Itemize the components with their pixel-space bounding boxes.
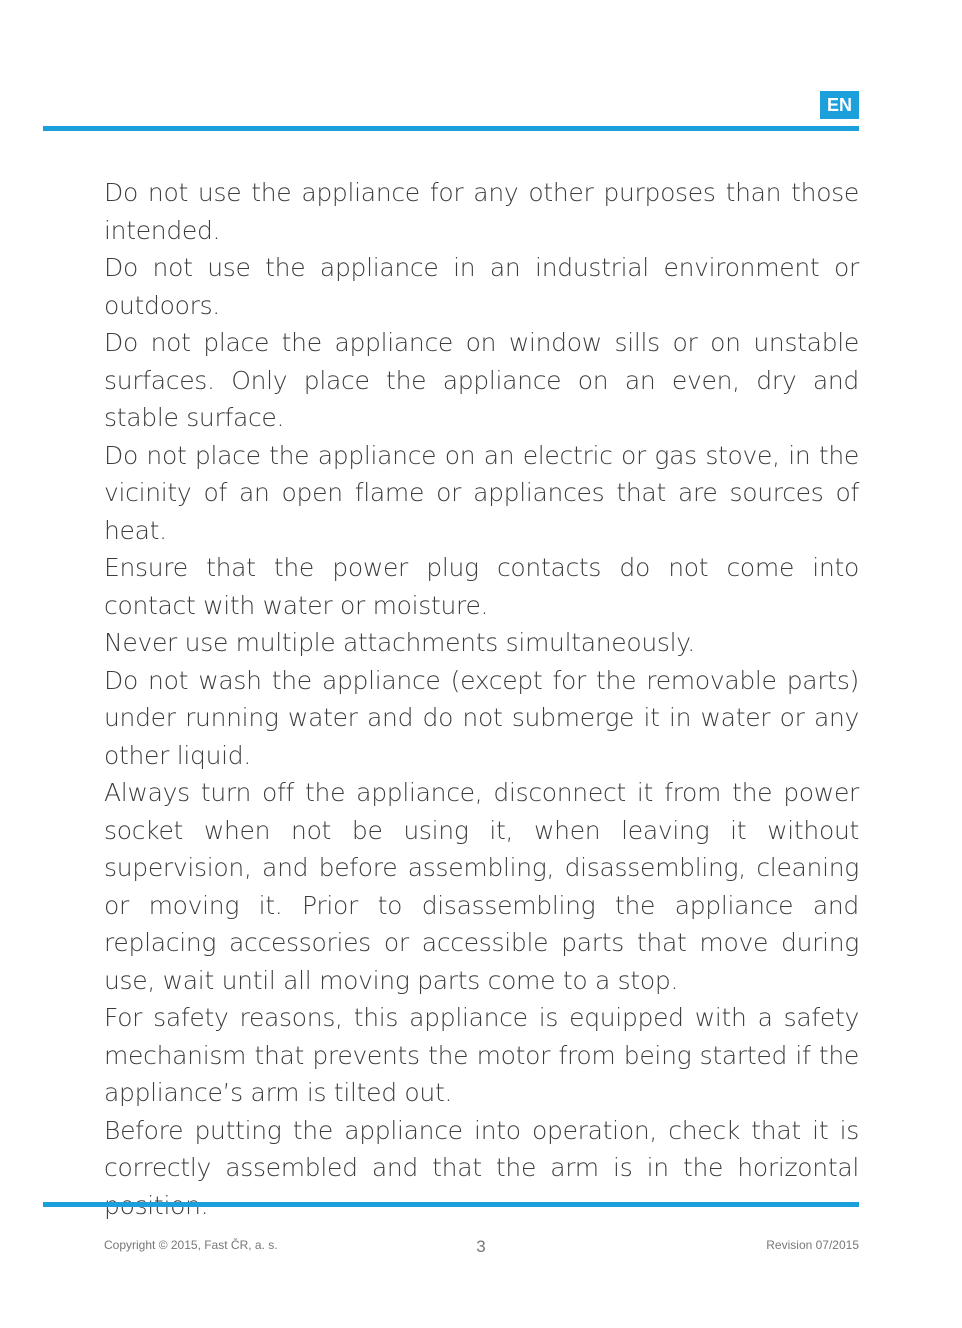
language-badge: EN: [820, 91, 859, 119]
paragraph-9: For safety reasons, this appliance is equipped with a safety mechanism that prevents the motor from being started if the appliance’s arm is tilted out.: [104, 1003, 859, 1107]
paragraph-4: Do not place the appliance on an electric or gas stove, in the vicinity of an open flame or appliances that are sources of heat.: [104, 440, 859, 545]
paragraph-6: Never use multiple attachments simultaneously.: [104, 628, 695, 657]
paragraph-7: Do not wash the appliance (except for the removable parts) under running water and do not submerge it in water or any other liquid.: [104, 665, 859, 770]
paragraph-10: Before putting the appliance into operation, check that it is correctly assembled and that the arm is in the horizontal: [104, 1115, 859, 1182]
page-number: 3: [476, 1237, 486, 1256]
paragraph-5: Ensure that the power plug contacts do not come into contact with water or moisture.: [104, 553, 859, 620]
paragraph-2: Do not use the appliance in an industrial environment or outdoors.: [104, 253, 859, 320]
paragraph-8: Always turn off the appliance, disconnect it from the power socket when not be using it, when leaving it without supervision, and before assembling, disassembling, cleaning or moving it. Prior to disassembling the appliance and replacing accessories or accessible parts that move during use, wait until all moving parts come to a stop.: [104, 778, 859, 995]
safety-instructions: [104, 174, 859, 1224]
revision-label: Revision 07/2015: [766, 1238, 859, 1252]
footer-divider: [43, 1202, 859, 1207]
paragraph-3: Do not place the appliance on window sills or on unstable surfaces. Only place the appliance on an even, dry and stable surface.: [104, 328, 859, 432]
copyright-notice: Copyright © 2015, Fast ČR, a. s.: [104, 1238, 278, 1252]
paragraph-1: Do not use the appliance for any other purposes than those intended.: [104, 178, 859, 245]
header-divider: [43, 126, 859, 131]
